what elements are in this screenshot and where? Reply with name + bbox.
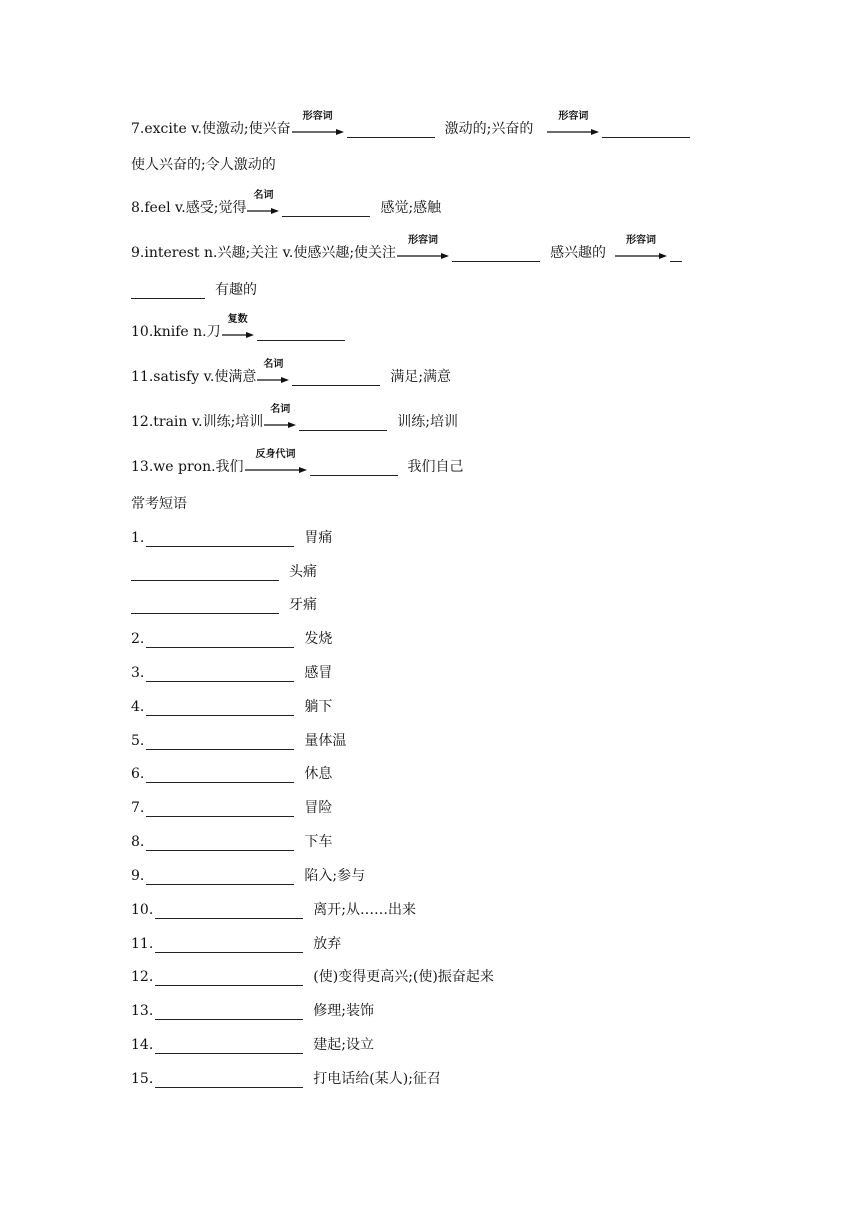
phrase-item	[131, 867, 365, 885]
phrase-num: 12.	[131, 969, 154, 985]
answer-blank[interactable]	[146, 701, 294, 716]
arrow-label: 名词	[270, 404, 291, 415]
arrow-icon	[547, 111, 599, 138]
phrase-meaning: 修理;装饰	[313, 1003, 374, 1019]
phrase-item	[131, 664, 332, 682]
phrase-meaning: 发烧	[304, 631, 333, 647]
arrow-icon	[222, 314, 254, 341]
phrase-meaning: 下车	[304, 834, 333, 850]
item-10-head: 10.knife n.刀	[131, 324, 221, 340]
answer-blank[interactable]	[257, 326, 345, 341]
phrase-meaning: 离开;从……出来	[313, 902, 416, 918]
answer-blank[interactable]	[282, 202, 370, 217]
arrow-label: 名词	[263, 359, 284, 370]
phrase-item	[131, 799, 332, 817]
answer-blank[interactable]	[131, 284, 205, 299]
item-11-tail: 满足;满意	[390, 369, 452, 385]
vocab-item-10	[131, 314, 347, 341]
arrow-icon	[292, 111, 344, 138]
phrases-heading: 常考短语	[131, 496, 187, 512]
phrase-item	[131, 1002, 374, 1020]
phrase-num: 9.	[131, 868, 145, 884]
vocab-item-8	[131, 190, 442, 217]
phrase-item	[131, 1070, 441, 1088]
phrase-item	[131, 935, 341, 953]
phrase-meaning: 建起;设立	[313, 1037, 374, 1053]
arrow-icon	[615, 235, 667, 262]
answer-blank[interactable]	[146, 768, 294, 783]
answer-blank[interactable]	[155, 1039, 303, 1054]
vocab-item-9	[131, 235, 684, 262]
vocab-item-11	[131, 359, 452, 386]
phrase-num: 3.	[131, 665, 145, 681]
answer-blank[interactable]	[131, 566, 279, 581]
answer-blank[interactable]	[670, 247, 682, 262]
phrase-meaning: 放弃	[313, 936, 342, 952]
phrase-meaning: 陷入;参与	[304, 868, 366, 884]
answer-blank[interactable]	[146, 836, 294, 851]
section-heading	[131, 495, 187, 513]
arrow-icon	[247, 190, 279, 217]
item-11-head: 11.satisfy v.使满意	[131, 369, 257, 385]
phrase-num: 5.	[131, 733, 145, 749]
arrow-label: 形容词	[558, 111, 589, 122]
phrase-meaning: 头痛	[289, 564, 317, 580]
phrase-num: 10.	[131, 902, 154, 918]
phrase-num: 7.	[131, 800, 145, 816]
arrow-label: 形容词	[302, 111, 333, 122]
phrase-item	[131, 596, 317, 614]
phrase-num: 13.	[131, 1003, 154, 1019]
vocab-item-7	[131, 111, 692, 138]
vocab-item-9-cont	[131, 281, 257, 299]
answer-blank[interactable]	[602, 123, 690, 138]
phrase-item	[131, 1036, 374, 1054]
answer-blank[interactable]	[146, 633, 294, 648]
answer-blank[interactable]	[146, 667, 294, 682]
item-9-mid: 感兴趣的	[550, 245, 607, 261]
item-7-mid: 激动的;兴奋的	[444, 121, 534, 137]
phrase-meaning: 量体温	[304, 733, 347, 749]
vocab-item-7-cont	[131, 156, 276, 174]
item-9-head: 9.interest n.兴趣;关注 v.使感兴趣;使关注	[131, 245, 397, 261]
arrow-label: 形容词	[408, 235, 439, 246]
arrow-label: 反身代词	[255, 449, 296, 460]
phrase-meaning: 胃痛	[304, 530, 333, 546]
vocab-item-13	[131, 449, 464, 476]
phrase-item	[131, 563, 317, 581]
answer-blank[interactable]	[155, 904, 303, 919]
answer-blank[interactable]	[299, 416, 387, 431]
phrase-item	[131, 732, 346, 750]
item-7-cont: 使人兴奋的;令人激动的	[131, 157, 276, 173]
phrase-item	[131, 630, 332, 648]
phrase-item	[131, 901, 416, 919]
phrase-meaning: 躺下	[304, 699, 333, 715]
arrow-icon	[264, 404, 296, 431]
answer-blank[interactable]	[146, 802, 294, 817]
answer-blank[interactable]	[155, 971, 303, 986]
phrase-item	[131, 529, 332, 547]
answer-blank[interactable]	[146, 735, 294, 750]
arrow-icon	[257, 359, 289, 386]
answer-blank[interactable]	[131, 599, 279, 614]
arrow-label: 名词	[253, 190, 274, 201]
arrow-icon	[245, 449, 307, 476]
phrase-item	[131, 698, 332, 716]
answer-blank[interactable]	[155, 1073, 303, 1088]
arrow-label: 复数	[227, 314, 248, 325]
phrase-num: 4.	[131, 699, 145, 715]
arrow-label: 形容词	[626, 235, 657, 246]
phrase-item	[131, 968, 494, 986]
item-9-cont: 有趣的	[215, 282, 257, 298]
phrase-meaning: (使)变得更高兴;(使)振奋起来	[313, 969, 494, 985]
answer-blank[interactable]	[155, 1005, 303, 1020]
phrase-num: 8.	[131, 834, 145, 850]
item-12-tail: 训练;培训	[397, 414, 459, 430]
phrase-item	[131, 833, 332, 851]
answer-blank[interactable]	[310, 461, 398, 476]
item-13-head: 13.we pron.我们	[131, 459, 244, 475]
phrase-meaning: 感冒	[304, 665, 333, 681]
item-13-tail: 我们自己	[407, 459, 464, 475]
item-12-head: 12.train v.训练;培训	[131, 414, 264, 430]
answer-blank[interactable]	[155, 938, 303, 953]
answer-blank[interactable]	[347, 123, 435, 138]
phrase-num: 2.	[131, 631, 145, 647]
vocab-item-12	[131, 404, 459, 431]
item-8-tail: 感觉;感触	[380, 200, 442, 216]
item-8-head: 8.feel v.感受;觉得	[131, 200, 247, 216]
phrase-num: 11.	[131, 936, 154, 952]
phrase-meaning: 冒险	[304, 800, 333, 816]
item-7-head: 7.excite v.使激动;使兴奋	[131, 121, 291, 137]
answer-blank[interactable]	[452, 247, 540, 262]
answer-blank[interactable]	[146, 532, 294, 547]
phrase-num: 15.	[131, 1071, 154, 1087]
phrase-meaning: 牙痛	[289, 597, 317, 613]
phrase-num: 1.	[131, 530, 145, 546]
answer-blank[interactable]	[146, 870, 294, 885]
phrase-num: 6.	[131, 766, 145, 782]
phrase-num: 14.	[131, 1037, 154, 1053]
answer-blank[interactable]	[292, 371, 380, 386]
phrase-item	[131, 765, 332, 783]
arrow-icon	[397, 235, 449, 262]
phrase-meaning: 休息	[304, 766, 333, 782]
phrase-meaning: 打电话给(某人);征召	[313, 1071, 441, 1087]
